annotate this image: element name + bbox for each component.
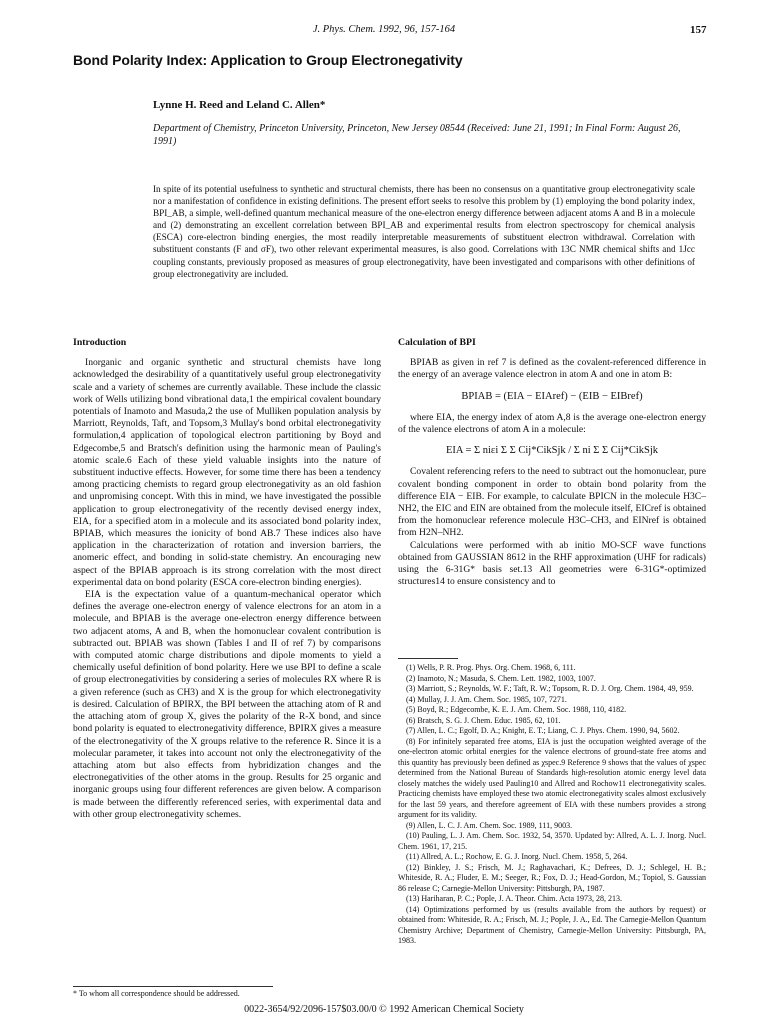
paragraph: Calculations were performed with ab initio MO-SCF wave functions obtained from GAUSSIAN 8612 in the RHF approximation (UHF for radicals) using the 6-31G* basis set.13 All geometries were 6-31G*-optimized structures14 to ensure consistency and to <box>398 539 706 588</box>
reference-item: (6) Bratsch, S. G. J. Chem. Educ. 1985, 62, 101. <box>406 715 561 725</box>
reference-item: (14) Optimizations performed by us (results available from the authors by request) or obtained from: Whiteside, R. A.; Frisch, M. J.; Pople, J. A., Ed. The Carnegie-Mellon Quantum Chemistry Archive; Department of Chemistry, Carnegie-Mellon University: Pittsburgh, PA, 1983. <box>398 904 706 945</box>
reference-item: (10) Pauling, L. J. Am. Chem. Soc. 1932, 54, 3570. Updated by: Allred, A. L. J. Inorg. Nucl. Chem. 1961, 17, 215. <box>398 831 706 851</box>
references-list <box>398 658 706 947</box>
divider <box>398 658 458 659</box>
footnote <box>73 986 373 998</box>
reference-item: (2) Inamoto, N.; Masuda, S. Chem. Lett. 1982, 1003, 1007. <box>406 673 596 683</box>
equation-ei: EIA = Σ niεi Σ Σ Cij*CikSjk / Σ ni Σ Σ Cij*CikSjk <box>445 445 659 457</box>
paragraph: BPIAB as given in ref 7 is defined as the covalent-referenced difference in the energy of an average valence electron in atom A and one in atom B: <box>398 357 706 381</box>
paper-title: Bond Polarity Index: Application to Group Electronegativity <box>73 52 463 68</box>
abstract: In spite of its potential usefulness to synthetic and structural chemists, there has been no consensus on a quantitative group electronegativity scale nor a manifestation of confidence in existing definitions. The present effort seeks to resolve this problem by (1) employing the bond polarity index, BPI_AB, a simple, well-defined quantum mechanical measure of the one-electron energy difference between adjacent atoms A and B in a molecule and (2) demonstrating an excellent correlation between BPI_AB and experimental results from electron spectroscopy for chemical analysis (ESCA) core-electron binding energies, the most readily interpretable measurements of substituent electron withdrawal. Correlation with substituent constants (F and σF), two other relevant experimental measures, is also good. Correlations with 13C NMR chemical shifts and 1Jcc coupling constants, previously proposed as measures of group electronegativity, have been investigated and comparisons with other definitions of group electronegativity are included. <box>153 184 695 279</box>
reference-item: (5) Boyd, R.; Edgecombe, K. E. J. Am. Chem. Soc. 1988, 110, 4182. <box>406 705 627 714</box>
footnote-text: * To whom all correspondence should be addressed. <box>73 989 240 998</box>
equation-bpi: BPIAB = (EIA − EIAref) − (EIB − EIBref) <box>461 390 643 402</box>
reference-item: (11) Allred, A. L.; Rochow, E. G. J. Inorg. Nucl. Chem. 1958, 5, 264. <box>406 852 628 861</box>
reference-item: (8) For infinitely separated free atoms, EIA is just the occupation weighted average of the one-electron atomic orbital energies for the valence electrons of ground-state free atoms and this quantity has previously been defined as χspec.9 Reference 9 shows that the values of χspec determined from the National Bureau of Standards high-resolution atomic energy level data closely matches the widely used Pauling10 and Allred and Rochow11 electronegativity scales. Practicing chemists have employed these two atomic electronegativity scales almost exclusively for the last 59 years, and therefore agreement of EIA with these numbers provides a strong argument for its validity. <box>398 736 706 819</box>
section-heading-introduction: Introduction <box>73 337 127 348</box>
reference-item: (13) Hariharan, P. C.; Pople, J. A. Theor. Chim. Acta 1973, 28, 213. <box>406 894 623 903</box>
paragraph: Inorganic and organic synthetic and structural chemists have long acknowledged the desirability of a quantitatively useful group electronegativity scale and a variety of schemes are currently available. These include the classic work of Wells utilizing bond vibrational data,1 the empirical covalent boundary potentials of Inamoto and Masuda,2 the use of Mulliken population analysis by Marriott, Reynolds, Taft, and Topsom,3 Mullay's bond orbital electronegativity formulation,4 application of topological electron partitioning by Boyd and Edgecombe,5 and Bratsch's definition using the harmonic mean of Pauling's atomic scale.6 Each of these yield valuable insights into the nature of substituent inductive effects. However, for some time there has been a tendency among practicing chemists to regard group electronegativity as an old fashion and unpromising concept. With this in mind, we have investigated the possible application to group electronegativity of the recently devised energy index, EIA, for a specified atom in a molecule and its associated bond polarity index, BPIAB, which measures the ionicity of bond AB.7 These indices also have application in the characterization of rotation and inversion barriers, the anomeric effect, and bonding in solid-state chemistry. An encouraging new aspect of the BPIAB approach is its strong correlation with the most direct experimental data on bond polarity (ESCA core-electron binding energies). <box>73 357 381 588</box>
reference-item: (12) Binkley, J. S.; Frisch, M. J.; Raghavachari, K.; Defrees, D. J.; Schlegel, H. B.; Whiteside, R. A.; Fluder, E. M.; Seeger, R.; Fox, D. J.; Head-Gordon, M.; Topiol, S. Gaussian 86 release C; Carnegie-Mellon University: Pittsburgh, PA, 1987. <box>398 862 706 893</box>
paragraph: where EIA, the energy index of atom A,8 is the average one-electron energy of the valence electrons of atom A in a molecule: <box>398 411 706 436</box>
divider <box>73 986 273 987</box>
reference-item: (1) Wells, P. R. Prog. Phys. Org. Chem. 1968, 6, 111. <box>406 663 576 672</box>
page-number: 157 <box>690 24 707 36</box>
reference-item: (4) Mullay, J. J. Am. Chem. Soc. 1985, 107, 7271. <box>406 694 567 704</box>
paragraph: Covalent referencing refers to the need to subtract out the homonuclear, pure covalent bonding component in order to obtain bond polarity from the difference EIA − EIB. For example, to calculate BPICN in the molecule H3C–NH2, the EIC and EIN are obtained from the molecule itself, EICref is obtained from the homonuclear reference molecule H3C–CH3, and EINref is obtained from H2N–NH2. <box>398 466 706 539</box>
paragraph: EIA is the expectation value of a quantum-mechanical operator which defines the average one-electron energy of valence electrons for an atom in a molecule, and BPIAB is the average one-electron energy difference between two adjacent atoms, A and B, when the homonuclear covalent contribution is subtracted out. BPIAB was shown (Tables I and II of ref 7) by comparisons with computed atomic charge distributions and dipole moments to yield a chemically useful definition of bond polarity. Here we use BPI to define a scale of group electronegativities by considering a series of molecules RX where R is a given reference (such as CH3) and X is the group for which electronegativity is desired. Calculation of BPIRX, the BPI between the attaching atom of R and the attaching atom of group X, gives the polarity of the R-X bond, and since bond polarity is equated to electronegativity difference, BPIRX gives a measure of the electronegativity of the X groups relative to the reference R. Since it is a molecular parameter, it takes into account not only the electronegativity of the attaching atom but also effects from hybridization changes and the electronegativities of the other atoms in the group. Results for 25 organic and inorganic groups using four different references are given below. A comparison is made between the differently referenced series, with experimental data and with other group electronegativity schemes. <box>73 589 381 820</box>
section-heading-calculation: Calculation of BPI <box>398 337 476 348</box>
journal-header: J. Phys. Chem. 1992, 96, 157-164 <box>312 24 456 35</box>
reference-item: (3) Marriott, S.; Reynolds, W. F.; Taft, R. W.; Topsom, R. D. J. Org. Chem. 1984, 49, 959. <box>406 684 694 693</box>
reference-item: (9) Allen, L. C. J. Am. Chem. Soc. 1989, 111, 9003. <box>406 820 573 830</box>
left-column <box>73 337 381 821</box>
copyright-line: 0022-3654/92/2096-157$03.00/0 © 1992 American Chemical Society <box>244 1004 524 1015</box>
reference-item: (7) Allen, L. C.; Egolf, D. A.; Knight, E. T.; Liang, C. J. Phys. Chem. 1990, 94, 5602. <box>406 726 680 735</box>
authors: Lynne H. Reed and Leland C. Allen* <box>153 99 326 111</box>
right-column <box>398 337 706 588</box>
affiliation: Department of Chemistry, Princeton University, Princeton, New Jersey 08544 (Received: June 21, 1991; In Final Form: August 26, 1991) <box>153 123 681 147</box>
